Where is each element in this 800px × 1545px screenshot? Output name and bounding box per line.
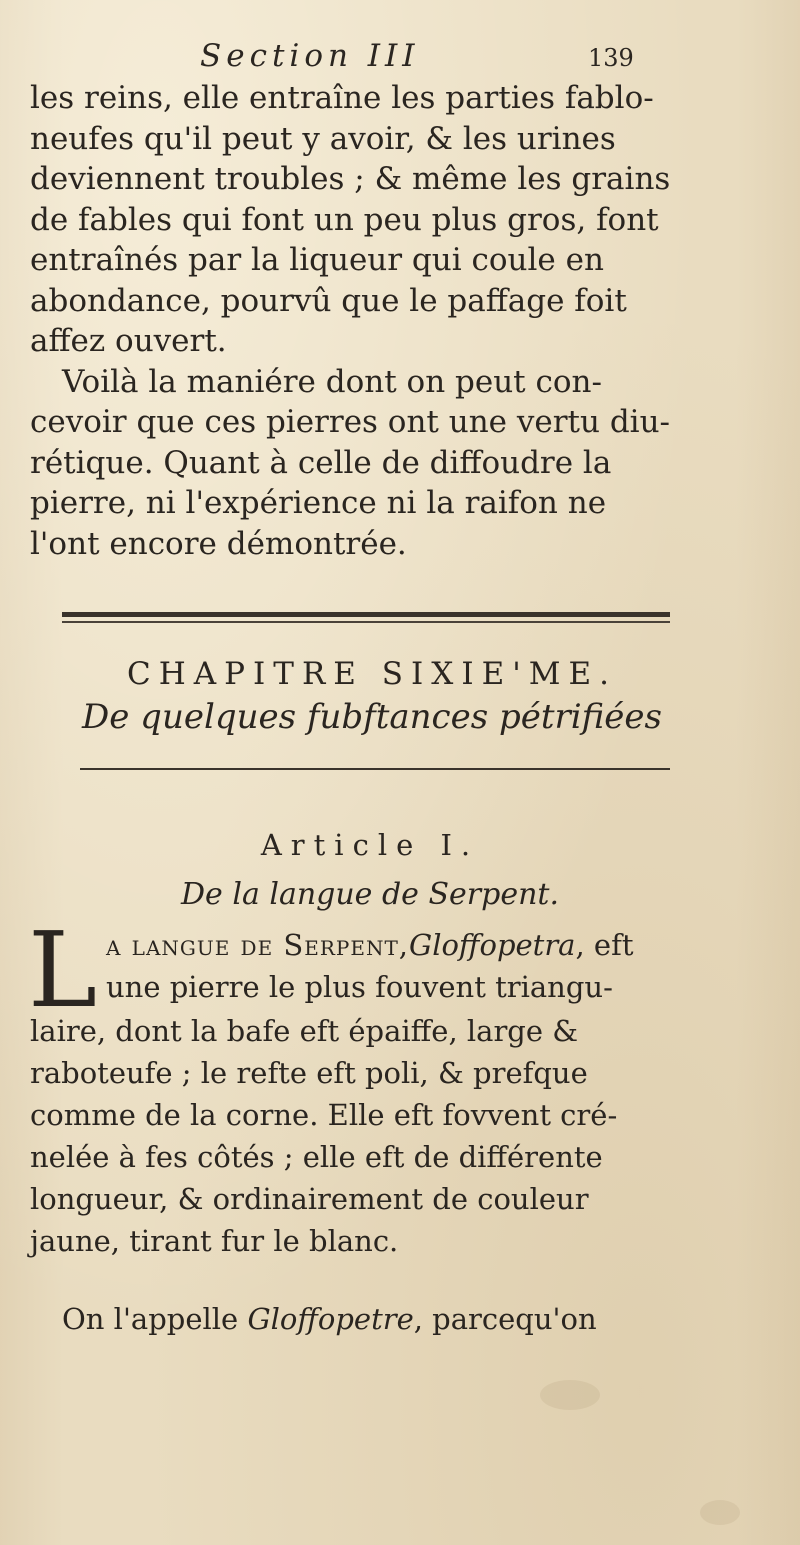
running-head: Section III	[200, 38, 420, 74]
second-line: une pierre le plus fouvent triangu-	[106, 970, 613, 1004]
paragraph-line: affez ouvert.	[30, 323, 227, 359]
paragraph-line: de fables qui font un peu plus gros, font	[30, 201, 659, 238]
final-line-start: On l'appelle	[62, 1302, 248, 1336]
paragraph-line: rétique. Quant à celle de diffoudre la	[30, 444, 612, 481]
paragraph-line: entraînés par la liqueur qui coule en	[30, 242, 604, 278]
paragraph-line: pierre, ni l'expérience ni la raifon ne	[30, 485, 607, 521]
paragraph-line: laire, dont la bafe eft épaiffe, large &	[30, 1014, 579, 1048]
final-line	[62, 1302, 682, 1336]
paragraph-line: nelée à fes côtés ; elle eft de différente	[30, 1140, 603, 1174]
chapter-subtitle: De quelques fubftances pétrifiées	[81, 697, 662, 737]
article-subtitle: De la langue de Serpent.	[181, 877, 559, 912]
paragraph-line: les reins, elle entraîne les parties fablo-	[30, 80, 654, 116]
paragraph-line: deviennent troubles ; & même les grains	[30, 161, 671, 197]
final-line-end: , parcequ'on	[413, 1302, 597, 1336]
paragraph-line: neufes qu'il peut y avoir, & les urines	[30, 120, 616, 157]
text-block-upper	[30, 78, 680, 564]
paragraph-line: comme de la corne. Elle eft fovvent cré-	[30, 1098, 618, 1132]
paragraph-line: l'ont encore démontrée.	[30, 525, 407, 562]
first-line-smallcaps: a langue de Serpent,	[106, 928, 410, 962]
latin-term: Gloffopetra	[409, 928, 576, 962]
paper-stain	[700, 1500, 740, 1525]
paragraph-line: abondance, pourvû que le paffage foit	[30, 282, 627, 319]
paragraph-line: jaune, tirant fur le blanc.	[30, 1224, 399, 1258]
paragraph-line: cevoir que ces pierres ont une vertu diu-	[30, 404, 671, 440]
paragraph-line: Voilà la maniére dont on peut con-	[62, 363, 602, 400]
divider-rule	[80, 768, 670, 770]
text-block-lower	[30, 1010, 685, 1262]
drop-cap: L	[28, 909, 98, 1031]
chapter-title: CHAPITRE SIXIE'ME.	[127, 656, 617, 692]
ornamental-rule	[62, 612, 670, 617]
paper-stain	[540, 1380, 600, 1410]
latin-term: Gloffopetre	[247, 1302, 414, 1336]
article-title: Article I.	[260, 828, 480, 862]
paragraph-line: longueur, & ordinairement de couleur	[30, 1182, 589, 1216]
paragraph-line: raboteufe ; le refte eft poli, & prefque	[30, 1056, 588, 1090]
ornamental-rule-thin	[62, 621, 670, 623]
page-number: 139	[588, 44, 634, 72]
first-line-rest: , eft	[575, 928, 634, 962]
first-line	[106, 928, 686, 962]
